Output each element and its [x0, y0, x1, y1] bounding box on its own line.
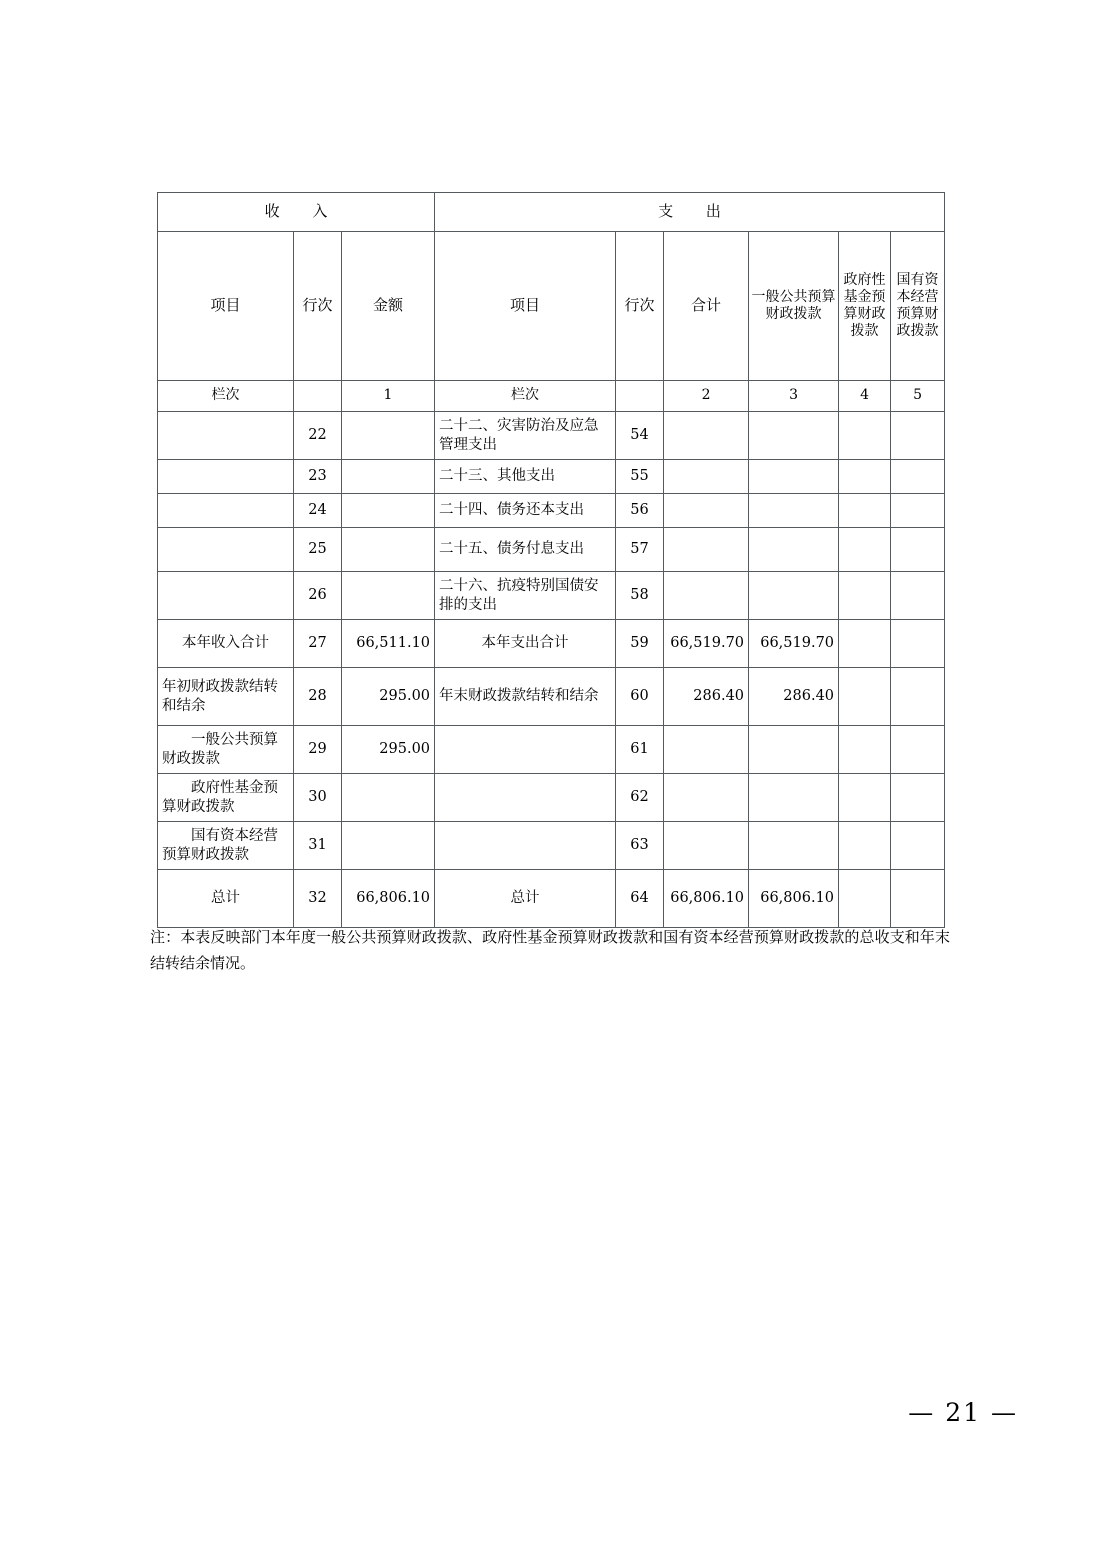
rank-income-line	[294, 381, 342, 412]
table-row	[158, 668, 945, 726]
cell-expend-item	[435, 726, 616, 774]
page-number: — 21 —	[908, 1398, 1018, 1427]
cell-expend-gov-fund	[839, 822, 891, 870]
cell-expend-item: 年末财政拨款结转和结余	[435, 668, 616, 726]
group-header-expenditure: 支 出	[435, 193, 945, 232]
cell-expend-state-capital	[891, 774, 945, 822]
cell-expend-line: 56	[616, 494, 664, 528]
cell-expend-item: 二十三、其他支出	[435, 460, 616, 494]
cell-expend-line: 55	[616, 460, 664, 494]
cell-expend-gov-fund	[839, 668, 891, 726]
financial-allocation-table	[157, 192, 945, 928]
cell-expend-state-capital	[891, 726, 945, 774]
rank-col-4: 4	[839, 381, 891, 412]
column-header-income-line: 行次	[294, 232, 342, 381]
cell-income-amount: 295.00	[342, 726, 435, 774]
table-row	[158, 822, 945, 870]
cell-expend-item	[435, 774, 616, 822]
column-header-general-public-budget: 一般公共预算财政拨款	[749, 232, 839, 381]
rank-col-3: 3	[749, 381, 839, 412]
cell-income-amount: 66,511.10	[342, 620, 435, 668]
cell-expend-state-capital	[891, 870, 945, 928]
cell-income-amount	[342, 528, 435, 572]
cell-expend-item: 本年支出合计	[435, 620, 616, 668]
cell-income-item	[158, 412, 294, 460]
cell-income-line: 30	[294, 774, 342, 822]
cell-income-line: 22	[294, 412, 342, 460]
cell-expend-gov-fund	[839, 412, 891, 460]
cell-expend-general-public	[749, 528, 839, 572]
cell-income-item: 总计	[158, 870, 294, 928]
cell-income-line: 32	[294, 870, 342, 928]
cell-income-line: 31	[294, 822, 342, 870]
group-header-income: 收 入	[158, 193, 435, 232]
cell-income-item: 年初财政拨款结转和结余	[158, 668, 294, 726]
cell-expend-state-capital	[891, 668, 945, 726]
cell-expend-item: 二十二、灾害防治及应急管理支出	[435, 412, 616, 460]
column-header-expend-line: 行次	[616, 232, 664, 381]
cell-expend-line: 60	[616, 668, 664, 726]
cell-expend-general-public	[749, 572, 839, 620]
cell-expend-state-capital	[891, 620, 945, 668]
cell-expend-general-public: 286.40	[749, 668, 839, 726]
cell-expend-line: 59	[616, 620, 664, 668]
cell-expend-state-capital	[891, 494, 945, 528]
cell-expend-line: 57	[616, 528, 664, 572]
rank-expend-line	[616, 381, 664, 412]
cell-expend-total	[664, 528, 749, 572]
cell-expend-total	[664, 572, 749, 620]
cell-expend-general-public	[749, 460, 839, 494]
column-header-expend-item: 项目	[435, 232, 616, 381]
rank-col-5: 5	[891, 381, 945, 412]
cell-income-item	[158, 528, 294, 572]
cell-expend-gov-fund	[839, 494, 891, 528]
cell-income-item: 一般公共预算财政拨款	[158, 726, 294, 774]
cell-expend-state-capital	[891, 528, 945, 572]
cell-expend-total: 66,806.10	[664, 870, 749, 928]
table-row	[158, 528, 945, 572]
cell-expend-total: 286.40	[664, 668, 749, 726]
cell-expend-line: 62	[616, 774, 664, 822]
column-header-income-amount: 金额	[342, 232, 435, 381]
cell-income-item	[158, 460, 294, 494]
cell-expend-total	[664, 494, 749, 528]
table-row	[158, 870, 945, 928]
cell-expend-state-capital	[891, 460, 945, 494]
cell-income-amount	[342, 460, 435, 494]
table-note: 注：本表反映部门本年度一般公共预算财政拨款、政府性基金预算财政拨款和国有资本经营预算财政拨款的总收支和年末结转结余情况。	[150, 928, 950, 972]
cell-expend-total: 66,519.70	[664, 620, 749, 668]
rank-col-2: 2	[664, 381, 749, 412]
cell-expend-general-public	[749, 494, 839, 528]
cell-expend-item: 二十五、债务付息支出	[435, 528, 616, 572]
column-header-row	[158, 232, 945, 381]
cell-expend-general-public	[749, 726, 839, 774]
cell-expend-gov-fund	[839, 572, 891, 620]
cell-expend-total	[664, 822, 749, 870]
cell-expend-line: 64	[616, 870, 664, 928]
budget-table-container	[157, 192, 944, 928]
rank-income-amount: 1	[342, 381, 435, 412]
cell-income-line: 24	[294, 494, 342, 528]
cell-expend-item	[435, 822, 616, 870]
cell-expend-total	[664, 460, 749, 494]
table-row	[158, 774, 945, 822]
cell-income-line: 27	[294, 620, 342, 668]
cell-income-amount	[342, 572, 435, 620]
cell-expend-gov-fund	[839, 528, 891, 572]
cell-income-amount	[342, 774, 435, 822]
cell-income-item: 本年收入合计	[158, 620, 294, 668]
cell-income-amount: 66,806.10	[342, 870, 435, 928]
cell-income-amount	[342, 494, 435, 528]
cell-expend-item: 总计	[435, 870, 616, 928]
cell-expend-gov-fund	[839, 460, 891, 494]
column-rank-row	[158, 381, 945, 412]
cell-expend-line: 61	[616, 726, 664, 774]
cell-expend-gov-fund	[839, 726, 891, 774]
cell-expend-line: 63	[616, 822, 664, 870]
column-header-income-item: 项目	[158, 232, 294, 381]
table-row	[158, 460, 945, 494]
cell-expend-total	[664, 412, 749, 460]
cell-expend-item: 二十六、抗疫特别国债安排的支出	[435, 572, 616, 620]
cell-income-line: 25	[294, 528, 342, 572]
cell-income-item: 国有资本经营预算财政拨款	[158, 822, 294, 870]
column-header-state-capital-budget: 国有资本经营预算财政拨款	[891, 232, 945, 381]
cell-expend-general-public	[749, 774, 839, 822]
cell-income-item: 政府性基金预算财政拨款	[158, 774, 294, 822]
cell-expend-state-capital	[891, 572, 945, 620]
cell-expend-gov-fund	[839, 870, 891, 928]
cell-income-line: 23	[294, 460, 342, 494]
group-header-row	[158, 193, 945, 232]
cell-expend-total	[664, 726, 749, 774]
table-body	[158, 193, 945, 928]
table-row	[158, 412, 945, 460]
table-row	[158, 494, 945, 528]
column-header-government-fund-budget: 政府性基金预算财政拨款	[839, 232, 891, 381]
cell-expend-general-public: 66,806.10	[749, 870, 839, 928]
cell-income-line: 26	[294, 572, 342, 620]
column-header-expend-total: 合计	[664, 232, 749, 381]
cell-income-line: 28	[294, 668, 342, 726]
cell-income-item	[158, 494, 294, 528]
cell-expend-state-capital	[891, 822, 945, 870]
cell-expend-general-public: 66,519.70	[749, 620, 839, 668]
cell-income-amount	[342, 822, 435, 870]
rank-income-label: 栏次	[158, 381, 294, 412]
table-row	[158, 620, 945, 668]
cell-expend-gov-fund	[839, 774, 891, 822]
cell-income-line: 29	[294, 726, 342, 774]
cell-expend-gov-fund	[839, 620, 891, 668]
cell-income-amount: 295.00	[342, 668, 435, 726]
cell-income-item	[158, 572, 294, 620]
cell-expend-line: 58	[616, 572, 664, 620]
cell-expend-state-capital	[891, 412, 945, 460]
cell-expend-general-public	[749, 412, 839, 460]
rank-expend-label: 栏次	[435, 381, 616, 412]
cell-expend-total	[664, 774, 749, 822]
cell-income-amount	[342, 412, 435, 460]
cell-expend-general-public	[749, 822, 839, 870]
cell-expend-item: 二十四、债务还本支出	[435, 494, 616, 528]
table-row	[158, 572, 945, 620]
table-row	[158, 726, 945, 774]
cell-expend-line: 54	[616, 412, 664, 460]
